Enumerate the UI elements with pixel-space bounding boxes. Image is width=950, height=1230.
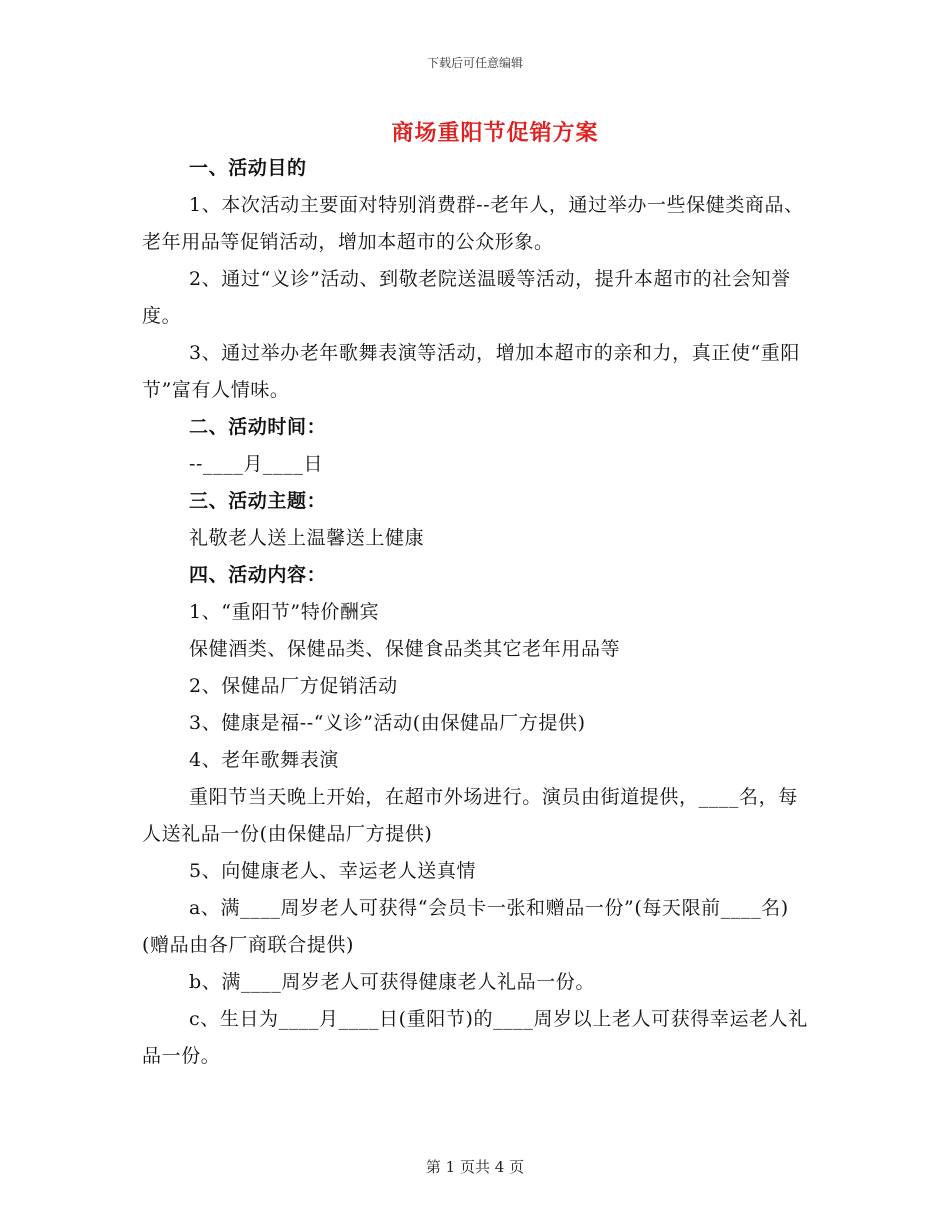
document-title: 商场重阳节促销方案 (391, 120, 599, 146)
list-item: 1、“重阳节”特价酬宾 (189, 601, 380, 623)
paragraph: b、满____周岁老人可获得健康老人礼品一份。 (189, 971, 595, 993)
section-heading-content: 四、活动内容： (189, 564, 327, 586)
list-item: 3、健康是福--“义诊”活动(由保健品厂方提供) (189, 712, 586, 734)
list-item: 保健酒类、保健品类、保健食品类其它老年用品等 (189, 638, 621, 660)
list-item: 5、向健康老人、幸运老人送真情 (189, 860, 477, 882)
header-note: 下载后可任意编辑 (426, 56, 523, 70)
paragraph: 2、通过“义诊”活动、到敬老院送温暖等活动，提升本超市的社会知誉度。 (142, 268, 791, 327)
section-heading-purpose: 一、活动目的 (189, 157, 307, 179)
list-item: 2、保健品厂方促销活动 (189, 675, 398, 697)
section-heading-time: 二、活动时间： (189, 416, 327, 438)
section-heading-theme: 三、活动主题： (189, 490, 327, 512)
theme-line: 礼敬老人送上温馨送上健康 (189, 527, 425, 549)
date-line: --____月____日 (189, 453, 324, 475)
page-indicator: 第 1 页共 4 页 (425, 1158, 525, 1176)
paragraph: 重阳节当天晚上开始，在超市外场进行。演员由街道提供，____名，每人送礼品一份(由保健品厂方提供) (142, 786, 798, 845)
document-body (142, 150, 808, 1075)
paragraph: 1、本次活动主要面对特别消费群--老年人，通过举办一些保健类商品、老年用品等促销活动，增加本超市的公众形象。 (142, 194, 804, 253)
paragraph: c、生日为____月____日(重阳节)的____周岁以上老人可获得幸运老人礼品一份。 (142, 1008, 808, 1067)
list-item: 4、老年歌舞表演 (189, 749, 339, 771)
paragraph: a、满____周岁老人可获得“会员卡一张和赠品一份”(每天限前____名)(赠品由各厂商联合提供) (142, 897, 789, 956)
paragraph: 3、通过举办老年歌舞表演等活动，增加本超市的亲和力，真正使“重阳节”富有人情味。 (142, 342, 801, 401)
